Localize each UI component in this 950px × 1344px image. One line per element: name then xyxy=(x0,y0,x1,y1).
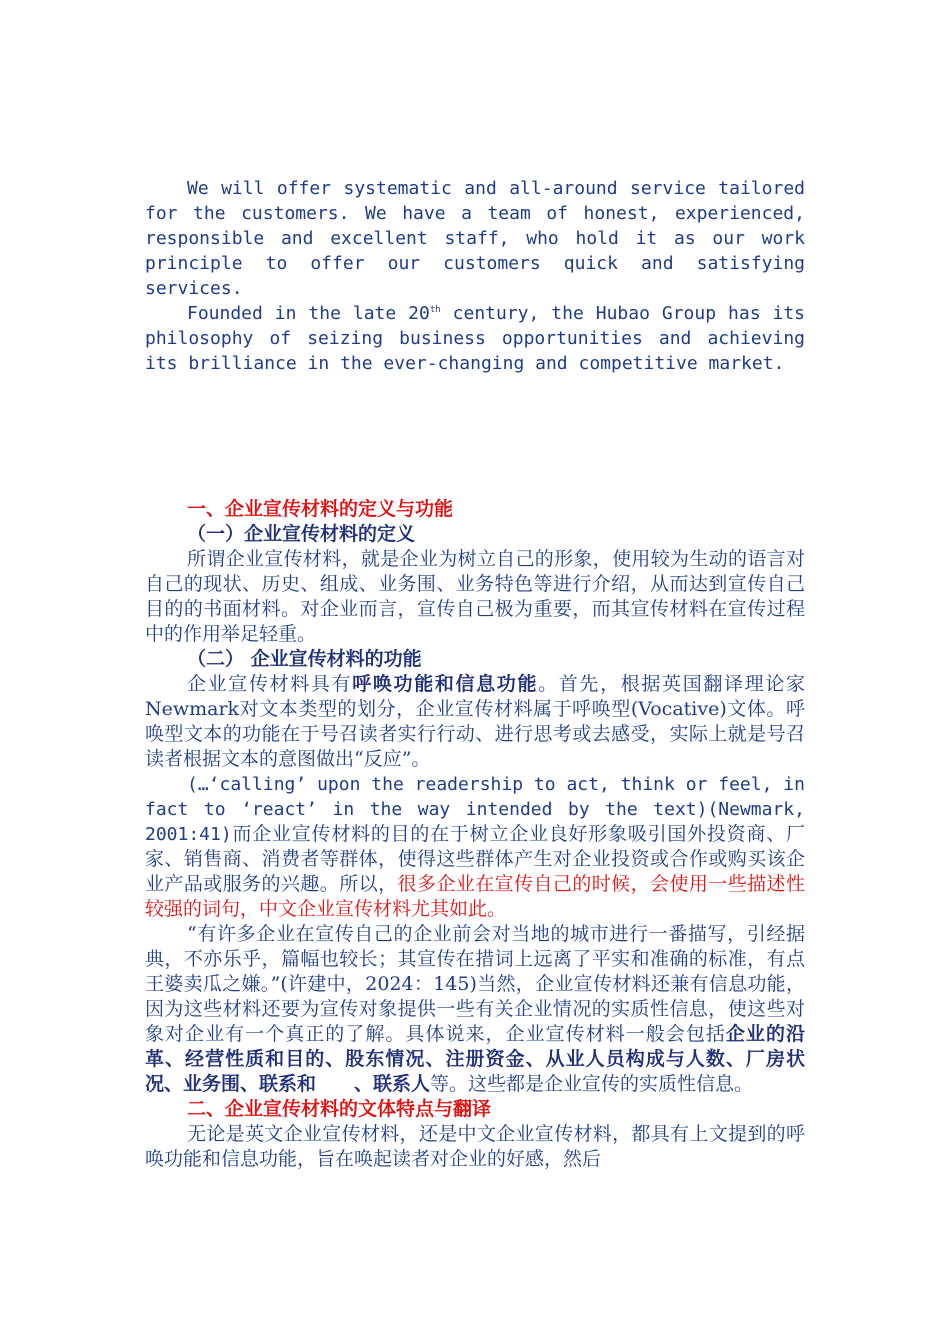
english-paragraph-2 xyxy=(145,301,805,376)
ordinal-superscript: th xyxy=(429,305,441,315)
function-keywords: 呼唤功能和信息功能 xyxy=(352,673,539,695)
subheading-definition: （一）企业宣传材料的定义 xyxy=(187,523,416,545)
function-paragraph-start: 企业宣传材料具有 xyxy=(187,673,353,695)
information-keywords: 企业的沿革、经营性质和目的、股东情况、注册资金、从业人员构成与人数、厂房状况、业务围、联系和 、联系人 xyxy=(145,1023,805,1095)
english-paragraph-2-end: century, the Hubao Group has its philosophy of seizing business opportunities and achieving its brilliance in the ever-changing and competitive market. xyxy=(145,303,805,374)
style-paragraph: 无论是英文企业宣传材料，还是中文企业宣传材料，都具有上文提到的呼唤功能和信息功能，旨在唤起读者对企业的好感，然后 xyxy=(145,1123,805,1170)
information-paragraph xyxy=(145,922,805,1097)
chinese-section xyxy=(145,497,805,1172)
subheading-function: （二） 企业宣传材料的功能 xyxy=(187,648,422,670)
section-heading-2: 二、企业宣传材料的文体特点与翻译 xyxy=(187,1098,492,1120)
section-heading-1: 一、企业宣传材料的定义与功能 xyxy=(187,498,454,520)
information-paragraph-end: 等。这些都是企业宣传的实质性信息。 xyxy=(430,1073,754,1095)
definition-paragraph: 所谓企业宣传材料，就是企业为树立自己的形象，使用较为生动的语言对自己的现状、历史、组成、业务围、业务特色等进行介绍，从而达到宣传自己目的的书面材料。对企业而言，宣传自己极为重要，而其宣传材料在宣传过程中的作用举足轻重。 xyxy=(145,548,805,645)
english-paragraph-1: We will offer systematic and all-around service tailored for the customers. We have a team of honest, experienced, responsible and excellent staff, who hold it as our work principle to offer our customers quick and satisfying services. xyxy=(145,178,805,299)
english-paragraph-2-start: Founded in the late 20 xyxy=(187,303,430,324)
newmark-quote: (…‘calling’ upon the readership to act, think or feel, in fact to ‘react’ in the way intended by the text)(Newmark, 2001:41) xyxy=(145,774,805,845)
function-paragraph-end: 。首先，根据英国翻译理论家Newmark对文本类型的划分，企业宣传材料属于呼唤型(Vocative)文体。呼唤型文本的功能在于号召读者实行行动、进行思考或去感受，实际上就是号召读者根据文本的意图做出“反应”。 xyxy=(145,673,805,770)
function-paragraph xyxy=(145,672,805,772)
information-paragraph-start: “有许多企业在宣传自己的企业前会对当地的城市进行一番描写，引经据典，不亦乐乎，篇幅也较长；其宣传在措词上远离了平实和准确的标准，有点王婆卖瓜之嫌。”(许建中，2024：145)当然，企业宣传材料还兼有信息功能，因为这些材料还要为宣传对象提供一些有关企业情况的实质性信息，使这些对象对企业有一个真正的了解。具体说来，企业宣传材料一般会包括 xyxy=(145,923,805,1045)
highlighted-sentence: 很多企业在宣传自己的时候，会使用一些描述性较强的词句，中文企业宣传材料尤其如此。 xyxy=(145,873,805,920)
newmark-paragraph xyxy=(145,772,805,922)
newmark-paragraph-body: 而企业宣传材料的目的在于树立企业良好形象吸引国外投资商、厂家、销售商、消费者等群体，使得这些群体产生对企业投资或合作或购买该企业产品或服务的兴趣。所以， xyxy=(145,823,805,895)
english-section xyxy=(145,176,805,376)
